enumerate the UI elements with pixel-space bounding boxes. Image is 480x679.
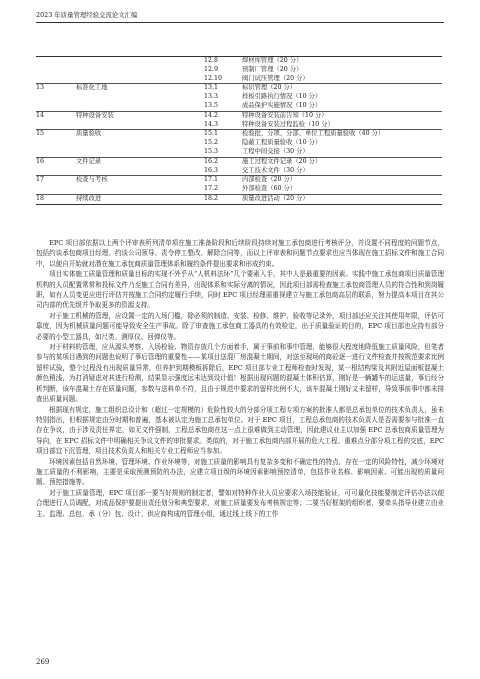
- table-row: [36, 148, 442, 157]
- page-number: 269: [36, 658, 50, 666]
- table-row: [36, 84, 442, 93]
- row-sub-number: 14.3: [204, 120, 219, 128]
- paragraph: 项目实体施工质量管理和质量目标的实现不外乎从“人机料法环”几个要素入手，其中人是最重要的因素。实践中施工承包商项目质量管理机构的人员配置常常和投标文件乃至施工合同有差异，出现体系和实际分离的情况，因此项目部需检查施工承包商管理人员的符合性和到岗履职，如有人员变更应进行评估并按施工合同约定履行手续，同时 EPC 项目经理需重视建立与施工承包商高层的联系，努力提高本项目在其公司内部的优先级并争取更多的资源支持。: [36, 270, 444, 310]
- row-category: [76, 185, 204, 194]
- row-number: 13: [36, 84, 76, 93]
- table-row: [36, 167, 442, 176]
- row-item: 焊材库管理（20 分）: [242, 57, 442, 66]
- row-item: 阀门试压管理（20 分）: [242, 74, 309, 82]
- row-sub-number: 13.5: [204, 101, 219, 109]
- table-body: [36, 57, 442, 205]
- row-item: 特种设备安装前告知（10 分）: [242, 111, 442, 120]
- paragraph: EPC 项目部依据以上两个评审表所列清单项在施工准备阶段和后续阶段持续对施工承包商进行考核评分，并设置不同程度的问题节点，包括约谈承包商项目经理、约谈公司领导、责令停工整改、解除合同等，而以上评审表和问题节点要求也应当体现在施工招标文件和施工合同中，以便自开始就对潜在施工承包商质量管理体系和履约条件提出要求和形成约束。: [36, 239, 444, 268]
- row-sub-number: 18.2: [204, 194, 242, 204]
- row-item: 检验批、分项、分部、单位工程质量验收（40 分）: [242, 130, 442, 139]
- row-category: 质量验收: [76, 130, 204, 139]
- row-category: 标准化工地: [76, 84, 204, 93]
- paragraph: 根据现有规定，施工组织总设计和（超过一定规模的）危险性较大的分部分项工程专项方案的批准人都是总承包单位的技术负责人，虽未特别指出，但根据规定由分时期和普遍，基本被认定为施工总承包单位。对于 EPC 项目，工程总承包商的技术负责人是否需要参与批准一直存在争议，由于涉及责任界定，如无文件强制，工程总承包商在这一点上很难做到主动管理，因此建议业主以加强 EPC 总承包商质量管理为导向，在 EPC 招标文件中明确相关争议文件的审批要求。类似的，对于施工承包商内部开展的危大工程、重难点分部分项工程的交底，EPC 项目部宜下沉管理，项目技术负责人和相关专业工程师应当参加。: [36, 405, 444, 456]
- row-category: 文件记录: [76, 157, 204, 166]
- row-number: [36, 139, 76, 148]
- row-sub-number: 15.3: [204, 147, 219, 155]
- table-row: [36, 157, 442, 166]
- table-row: [36, 93, 442, 102]
- row-item: 外部检查（60 分）: [242, 185, 297, 193]
- row-sub-number: 12.9: [204, 65, 219, 73]
- row-item: 预制厂管理（20 分）: [242, 65, 303, 73]
- table-row: [36, 139, 442, 148]
- table-row: [36, 75, 442, 84]
- row-category: [76, 57, 204, 66]
- table-row: [36, 57, 442, 66]
- row-number: 14: [36, 111, 76, 120]
- row-category: [76, 66, 204, 75]
- table-row: [36, 130, 442, 139]
- row-number: 16: [36, 157, 76, 166]
- table-row: [36, 121, 442, 130]
- row-category: [76, 75, 204, 84]
- row-category: [76, 121, 204, 130]
- paragraph: 对于施工机械的管理，应设置一定的入场门槛，除必须的制造、安装、检修、维护、验收等记录外，项目部还应关注其使用年限，评估可靠度，因为机械质量问题可能导致安全生产事故。除了审查施工承包商工器具的有效检定，出于质量验证的目的，EPC 项目部也应持有部分必要的小型工器具，如尺类、测厚仪、回弹仪等。: [36, 311, 444, 341]
- row-category: [76, 167, 204, 176]
- table-row: [36, 185, 442, 194]
- row-number: [36, 185, 76, 194]
- row-category: [76, 139, 204, 148]
- row-sub-number: 15.1: [204, 130, 242, 139]
- row-item: 样板引路执行情况（10 分）: [242, 93, 322, 101]
- row-category: [76, 93, 204, 102]
- row-sub-number: 13.3: [204, 93, 219, 101]
- row-item: 质量改进活动（20 分）: [242, 194, 442, 204]
- row-item: 工程中间交接（30 分）: [242, 147, 309, 155]
- row-item: 交工技术文件（30 分）: [242, 166, 309, 174]
- table-row: [36, 111, 442, 120]
- article-body: [36, 238, 444, 519]
- table-row: [36, 102, 442, 111]
- table-row: [36, 176, 442, 185]
- row-category: [76, 102, 204, 111]
- row-number: [36, 93, 76, 102]
- row-number: [36, 102, 76, 111]
- row-category: 检查与考核: [76, 176, 204, 185]
- row-category: 特种设备安装: [76, 111, 204, 120]
- table-row: [36, 66, 442, 75]
- row-number: [36, 75, 76, 84]
- score-table: [36, 56, 442, 205]
- table-row: [36, 194, 442, 204]
- row-number: 17: [36, 176, 76, 185]
- row-item: 成品保护实施情况（10 分）: [242, 101, 322, 109]
- row-number: [36, 57, 76, 66]
- row-item: 标识管理（20 分）: [242, 84, 442, 93]
- row-number: [36, 66, 76, 75]
- row-category: 持续改进: [76, 194, 204, 204]
- row-sub-number: 14.2: [204, 111, 242, 120]
- row-number: [36, 121, 76, 130]
- row-number: 18: [36, 194, 76, 204]
- row-item: 内部检查（20 分）: [242, 176, 442, 185]
- row-number: [36, 148, 76, 157]
- row-number: [36, 167, 76, 176]
- paragraph: 环境因素包括自然环境、管理环境、作业环境等，对施工质量的影响具有复杂多变和不确定性的特点，存在一定的风险特性，减少环境对施工质量的不利影响，主要是采取预测预防的办法，应建立项目级的环境因素影响预控清单，包括作业名称、影响因素、可能出现的质量问题、预控措施等。: [36, 457, 444, 487]
- paragraph: 对于材料的管理，应从源头考察、入场检验、物资存放几个方面着手，属于事前和事中管理，能够很大程度地降低施工质量风险，但笔者参与的某项目遇到的问题也说明了事后管理的重要性——某项目送混厂房混凝土期间，对送至现场的商砼逐一进行文件检查并按规范要求比例留样试验，整个过程没有出现质量异常，但养护到期模板拆除后，EPC 项目部专业工程师检查时发现，某一根结构梁及其附近屋面板混凝土颜色稍浅，为打消疑虑对其进行检测，结果显示强度远未达到设计值！根据出现问题的混凝土体积估算，刚好是一辆罐车的运送量，事后经分析判断，该车混凝土存在质量问题，参数与送料单不符，且由于规范中要求的留样比例不大，该车混凝土刚好又未留样，导致事前事中都未排查出质量问题。: [36, 343, 444, 404]
- row-item: 施工过程文件记录（20 分）: [242, 157, 442, 166]
- row-number: 15: [36, 130, 76, 139]
- row-sub-number: 15.2: [204, 139, 219, 147]
- row-sub-number: 16.2: [204, 157, 242, 166]
- row-item: 隐蔽工程质量验收（10 分）: [242, 139, 322, 147]
- paragraph: 对于施工质量管理，EPC 项目部一要当好规则的制定者，譬如对特种作业人员应要求入场技能验证，可可量化技能要制定评估办法以便合理进行人员调配，对成品保护要提出责任划分和典型要求，对施工质量要发布考核规定等；二要当好框架的组织者，要牵头指导业建立由业主、监理、总包、承（分）包、设计、供应商构成的管理小组，通过线上线下的工作: [36, 488, 444, 518]
- row-sub-number: 12.10: [204, 74, 223, 82]
- row-sub-number: 13.1: [204, 84, 242, 93]
- row-sub-number: 17.2: [204, 185, 219, 193]
- row-sub-number: 16.3: [204, 166, 219, 174]
- row-sub-number: 12.8: [204, 57, 242, 66]
- row-item: 特种设备安装过程监检（10 分）: [242, 120, 334, 128]
- row-sub-number: 17.1: [204, 176, 242, 185]
- page-header: 2023 年质量管理经验交流论文汇编: [36, 10, 444, 23]
- row-category: [76, 148, 204, 157]
